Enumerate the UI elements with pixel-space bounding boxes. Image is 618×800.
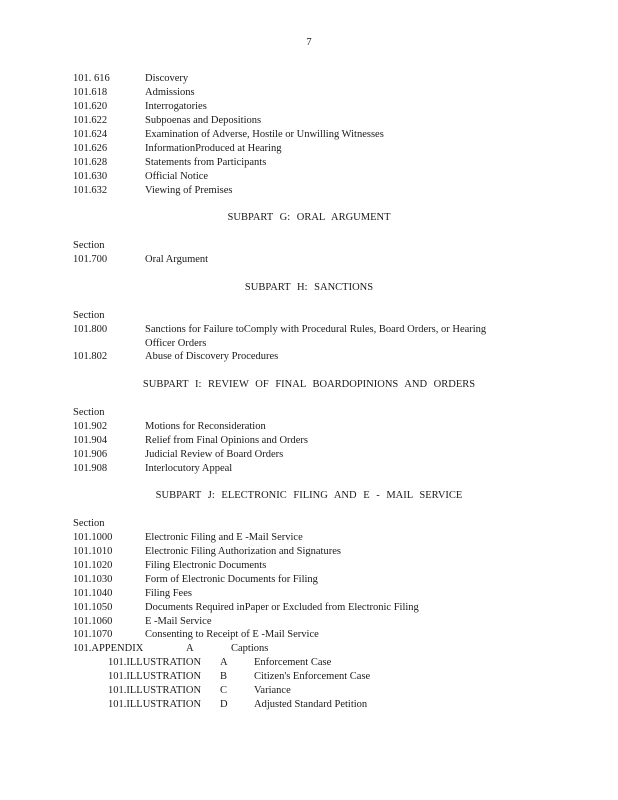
section-number: 101.1010 bbox=[73, 546, 113, 557]
section-title: Subpoenas and Depositions bbox=[145, 115, 262, 126]
section-title: Sanctions for Failure toComply with Procedural Rules, Board Orders, or Hearing bbox=[145, 324, 487, 335]
section-number: 101.630 bbox=[73, 171, 108, 182]
section-title: Viewing of Premises bbox=[145, 185, 233, 196]
illustration-title: Citizen's Enforcement Case bbox=[254, 671, 371, 682]
section-number: 101. 616 bbox=[73, 73, 110, 84]
section-title-continuation: Officer Orders bbox=[145, 338, 207, 349]
illustration-number: 101.ILLUSTRATION bbox=[108, 699, 202, 710]
subpart-heading: SUBPART H: SANCTIONS bbox=[244, 282, 374, 293]
section-title: Electronic Filing and E -Mail Service bbox=[145, 532, 303, 543]
section-title: Admissions bbox=[145, 87, 195, 98]
section-number: 101.902 bbox=[73, 421, 108, 432]
section-number: 101.1070 bbox=[73, 629, 113, 640]
section-label: Section bbox=[73, 310, 105, 321]
section-title: Judicial Review of Board Orders bbox=[145, 449, 284, 460]
section-label: Section bbox=[73, 518, 105, 529]
section-title: Discovery bbox=[145, 73, 189, 84]
illustration-title: Adjusted Standard Petition bbox=[254, 699, 368, 710]
section-number: 101.904 bbox=[73, 435, 108, 446]
section-label: Section bbox=[73, 407, 105, 418]
section-title: Relief from Final Opinions and Orders bbox=[145, 435, 309, 446]
section-number: 101.620 bbox=[73, 101, 108, 112]
section-number: 101.802 bbox=[73, 351, 108, 362]
section-number: 101.618 bbox=[73, 87, 108, 98]
section-number: 101.1020 bbox=[73, 560, 113, 571]
subpart-heading: SUBPART J: ELECTRONIC FILING AND E - MAIL SERVICE bbox=[155, 490, 463, 501]
illustration-title: Enforcement Case bbox=[254, 657, 332, 668]
appendix-number: 101.APPENDIX bbox=[73, 643, 144, 654]
section-number: 101.1040 bbox=[73, 588, 113, 599]
section-number: 101.908 bbox=[73, 463, 108, 474]
section-number: 101.628 bbox=[73, 157, 108, 168]
appendix-letter: A bbox=[186, 643, 194, 654]
illustration-number: 101.ILLUSTRATION bbox=[108, 685, 202, 696]
section-number: 101.1050 bbox=[73, 602, 113, 613]
section-number: 101.1060 bbox=[73, 616, 113, 627]
section-title: Form of Electronic Documents for Filing bbox=[145, 574, 318, 585]
subpart-heading: SUBPART G: ORAL ARGUMENT bbox=[227, 212, 391, 223]
illustration-letter: B bbox=[220, 671, 228, 682]
section-title: Electronic Filing Authorization and Signatures bbox=[145, 546, 341, 557]
illustration-letter: D bbox=[220, 699, 228, 710]
illustration-number: 101.ILLUSTRATION bbox=[108, 671, 202, 682]
illustration-number: 101.ILLUSTRATION bbox=[108, 657, 202, 668]
section-number: 101.1000 bbox=[73, 532, 113, 543]
appendix-title: Captions bbox=[231, 643, 269, 654]
illustration-letter: A bbox=[220, 657, 228, 668]
section-title: Interlocutory Appeal bbox=[145, 463, 233, 474]
section-number: 101.624 bbox=[73, 129, 108, 140]
section-label: Section bbox=[73, 240, 105, 251]
section-title: Official Notice bbox=[145, 171, 209, 182]
section-number: 101.626 bbox=[73, 143, 108, 154]
section-title: E -Mail Service bbox=[145, 616, 212, 627]
illustration-letter: C bbox=[220, 685, 228, 696]
subpart-heading: SUBPART I: REVIEW OF FINAL BOARDOPINIONS AND ORDERS bbox=[142, 379, 476, 390]
section-title: Documents Required inPaper or Excluded from Electronic Filing bbox=[145, 602, 419, 613]
section-title: Filing Electronic Documents bbox=[145, 560, 267, 571]
section-number: 101.622 bbox=[73, 115, 108, 126]
section-number: 101.1030 bbox=[73, 574, 113, 585]
section-number: 101.632 bbox=[73, 185, 108, 196]
section-title: Abuse of Discovery Procedures bbox=[145, 351, 279, 362]
section-title: Interrogatories bbox=[145, 101, 207, 112]
page-number: 7 bbox=[306, 37, 312, 48]
section-title: Consenting to Receipt of E -Mail Service bbox=[145, 629, 319, 640]
section-number: 101.700 bbox=[73, 254, 108, 265]
section-number: 101.906 bbox=[73, 449, 108, 460]
section-title: Filing Fees bbox=[145, 588, 192, 599]
section-title: Examination of Adverse, Hostile or Unwilling Witnesses bbox=[145, 129, 384, 140]
section-title: Motions for Reconsideration bbox=[145, 421, 266, 432]
section-title: Statements from Participants bbox=[145, 157, 267, 168]
illustration-title: Variance bbox=[254, 685, 291, 696]
section-number: 101.800 bbox=[73, 324, 108, 335]
section-title: Oral Argument bbox=[145, 254, 209, 265]
section-title: InformationProduced at Hearing bbox=[145, 143, 282, 154]
